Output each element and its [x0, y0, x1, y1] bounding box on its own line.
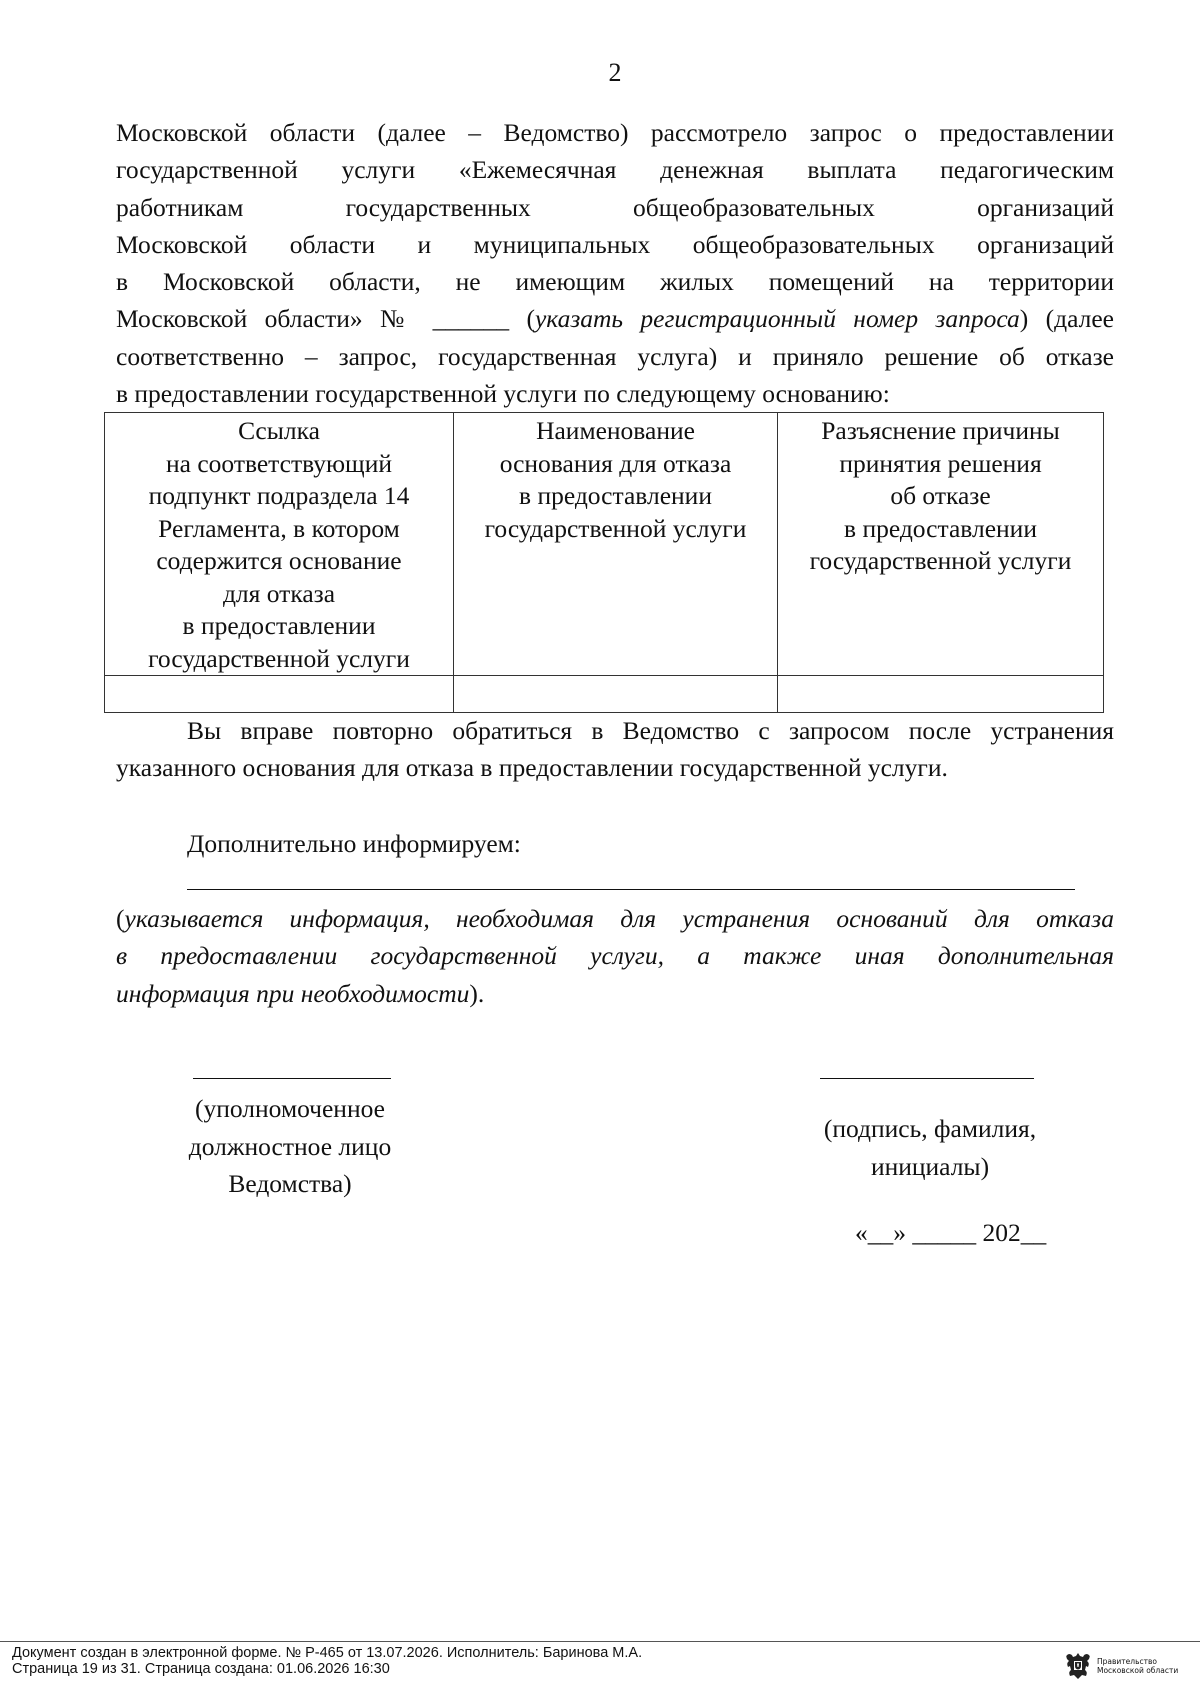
italic-instruction: указать регистрационный номер запроса — [534, 304, 1020, 334]
caption-text: Ведомства) — [228, 1169, 352, 1198]
official-caption — [160, 1090, 420, 1203]
text-fragment: ). — [469, 978, 485, 1008]
decision-paragraph — [116, 114, 1114, 412]
table-header-row — [105, 413, 1104, 676]
header-text: государственной услуги — [484, 513, 747, 543]
header-text: об отказе — [890, 481, 991, 510]
paragraph-line: работникам государственных общеобразовательных организаций — [116, 192, 1114, 222]
document-footer — [12, 1646, 642, 1677]
paragraph-line: государственной услуги «Ежемесячная денежная выплата педагогическим — [116, 155, 1114, 185]
paragraph-line: в Московской области, не имеющим жилых помещений на территории — [116, 267, 1114, 297]
paragraph-line: Вы вправе повторно обратиться в Ведомство с запросом после устранения — [187, 716, 1114, 745]
footer-document-info: Документ создан в электронной форме. № Р-465 от 13.07.2026. Исполнитель: Баринова М.А. — [12, 1645, 643, 1661]
italic-instruction: указывается информация, необходимая для устранения оснований для отказа — [124, 904, 1114, 933]
header-text: подпункт подраздела 14 — [148, 481, 410, 510]
paragraph-line-with-request-number — [116, 300, 1114, 337]
paragraph-line: соответственно – запрос, государственная услуга) и приняло решение об отказе — [116, 341, 1114, 371]
header-cell-regulation-reference — [105, 413, 454, 676]
text-fragment: ) (далее — [1019, 304, 1114, 334]
footer-page-info: Страница 19 из 31. Страница создана: 01.06.2026 16:30 — [12, 1660, 390, 1677]
caption-text: должностное лицо — [188, 1131, 392, 1161]
header-cell-reason-explanation — [778, 413, 1104, 676]
logo-text-line: Московской области — [1097, 1666, 1179, 1675]
text-fragment: Московской области» № ______ ( — [116, 304, 535, 334]
caption-text: инициалы) — [870, 1151, 990, 1181]
paragraph-line: в предоставлении государственной услуги по следующему основанию: — [116, 379, 890, 409]
header-text: для отказа — [222, 578, 336, 608]
table-cell — [778, 676, 1104, 713]
logo-text-line: Правительство — [1097, 1657, 1157, 1666]
government-logo — [1063, 1651, 1178, 1681]
header-text: в предоставлении — [182, 611, 376, 640]
paragraph-line — [116, 937, 1114, 974]
paragraph-line — [116, 900, 1114, 937]
refusal-reasons-table — [104, 412, 1104, 713]
table-cell — [105, 676, 454, 713]
footer-divider — [0, 1641, 1200, 1642]
italic-instruction: информация при необходимости — [116, 978, 470, 1008]
caption-text: (подпись, фамилия, — [823, 1114, 1037, 1143]
additional-info-instruction — [116, 900, 1114, 1012]
additional-info-label — [116, 825, 1114, 862]
additional-info-blank-line — [187, 889, 1075, 890]
header-text: на соответствующий — [166, 448, 392, 478]
header-text: государственной услуги — [809, 546, 1072, 575]
page-number: 2 — [608, 58, 622, 87]
paragraph-line — [116, 975, 1114, 1012]
header-text: Регламента, в котором — [158, 513, 400, 543]
paragraph-line: Московской области (далее – Ведомство) рассмотрело запрос о предоставлении — [116, 118, 1114, 147]
coat-of-arms-icon — [1063, 1651, 1093, 1681]
header-text: содержится основание — [156, 546, 402, 575]
date-blank: «__» _____ 202__ — [855, 1218, 1047, 1247]
header-text: Ссылка — [238, 416, 320, 445]
header-text: в предоставлении — [519, 481, 712, 510]
additional-info-text: Дополнительно информируем: — [187, 829, 521, 858]
caption-text: (уполномоченное — [195, 1094, 385, 1123]
signature-caption — [790, 1110, 1070, 1185]
reapply-paragraph — [116, 712, 1114, 787]
paragraph-line: указанного основания для отказа в предоставлении государственной услуги. — [116, 753, 948, 783]
official-signature-line — [193, 1078, 391, 1079]
header-text: Наименование — [536, 416, 695, 445]
header-text: принятия решения — [839, 448, 1042, 478]
logo-caption — [1097, 1657, 1178, 1675]
header-text: основания для отказа — [499, 448, 732, 478]
signature-name-line — [820, 1078, 1034, 1079]
header-text: государственной услуги — [148, 643, 410, 673]
paragraph-line: Московской области и муниципальных общеобразовательных организаций — [116, 229, 1114, 259]
table-cell — [454, 676, 778, 713]
header-text: Разъяснение причины — [821, 416, 1060, 445]
table-row — [105, 676, 1104, 713]
italic-instruction: в предоставлении государственной услуги, а также иная дополнительная — [116, 941, 1114, 971]
text-fragment: ( — [116, 904, 125, 933]
header-cell-reason-name — [454, 413, 778, 676]
header-text: в предоставлении — [844, 513, 1037, 543]
